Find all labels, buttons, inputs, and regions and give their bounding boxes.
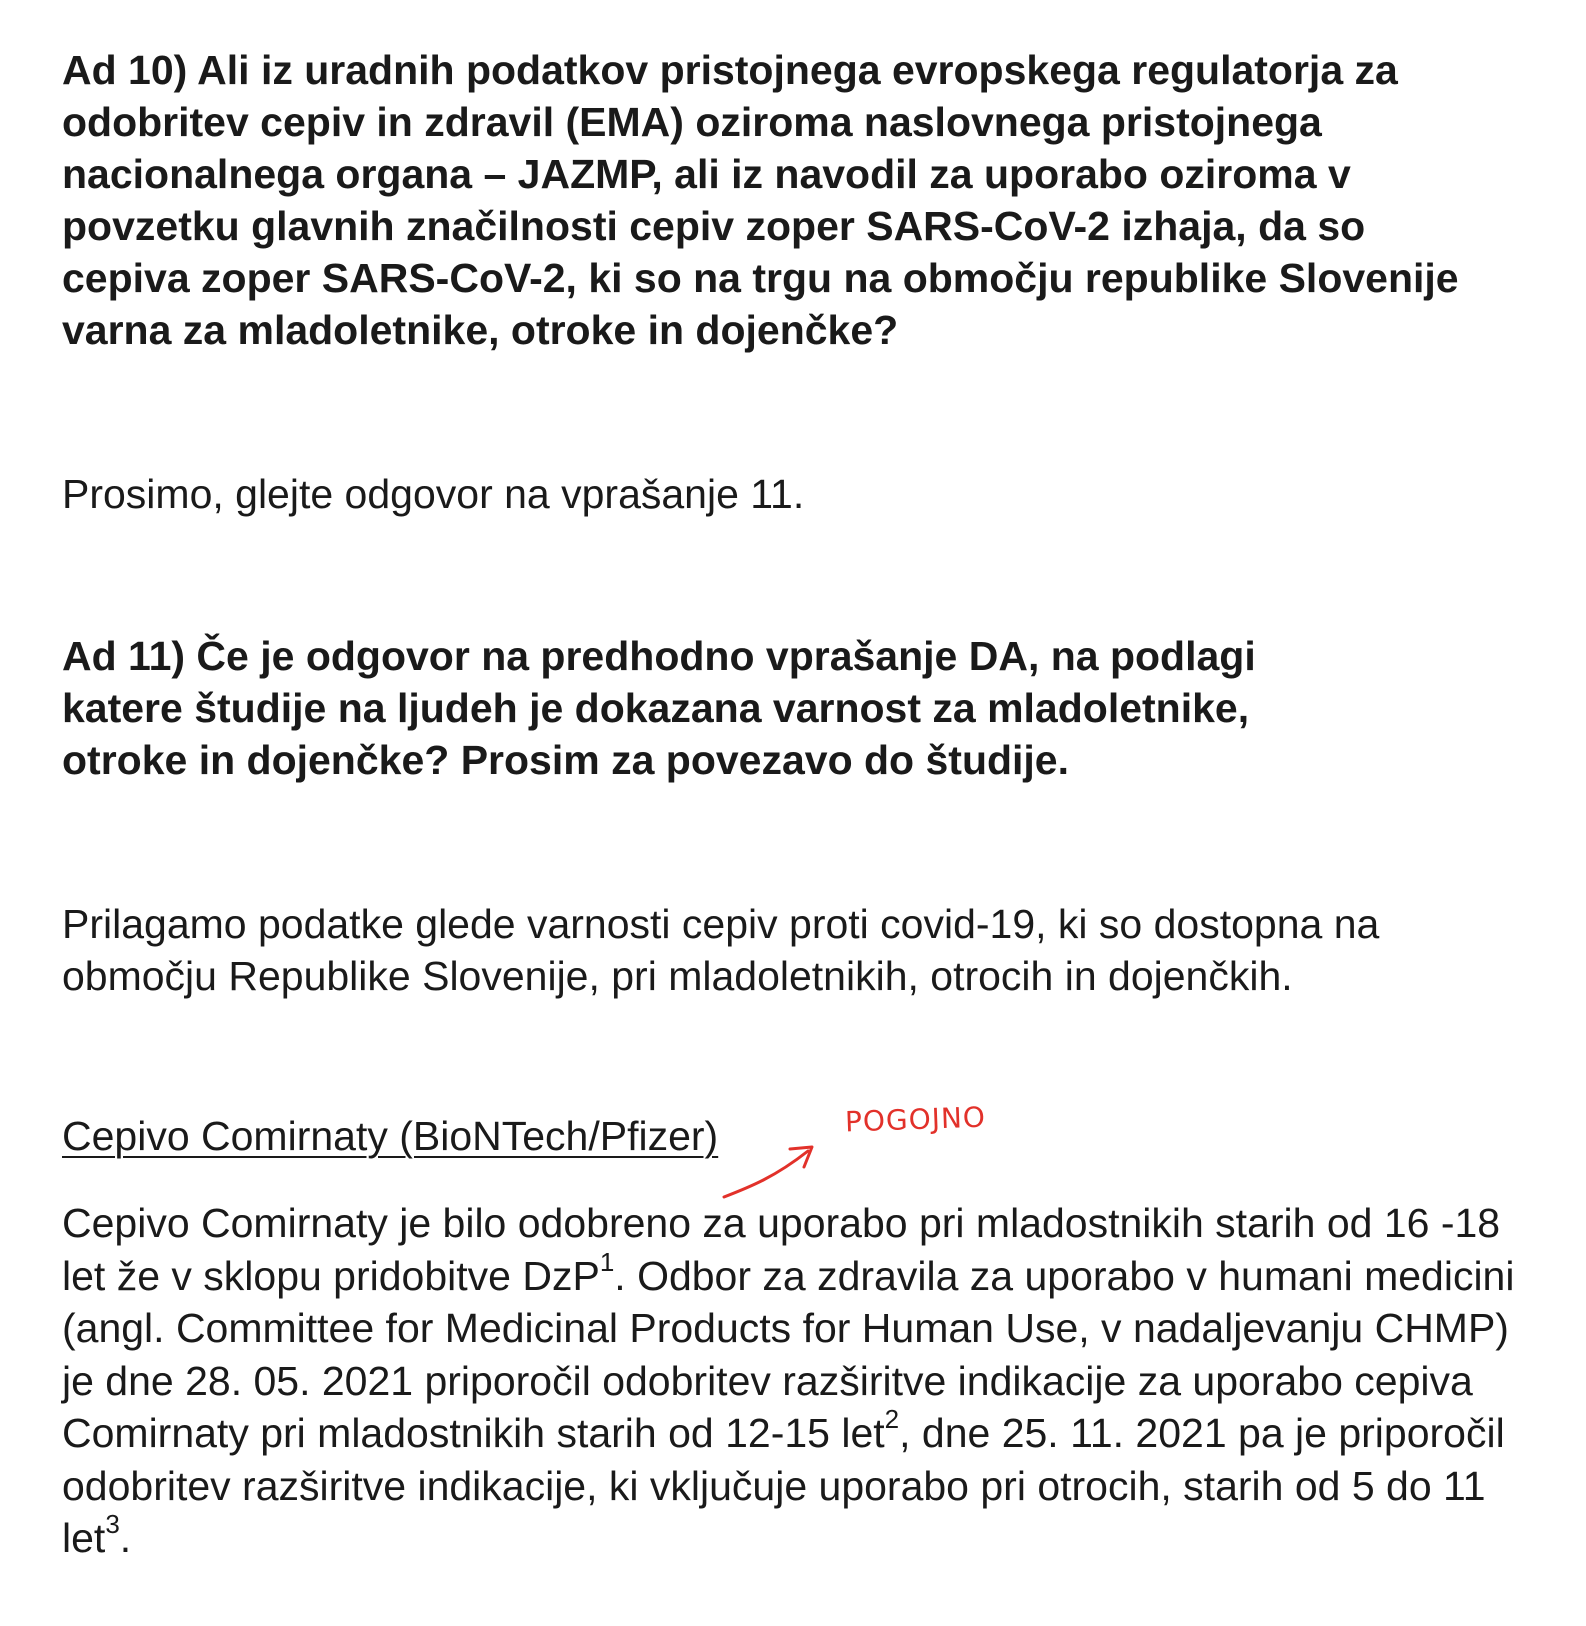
comirnaty-section-title: Cepivo Comirnaty (BioNTech/Pfizer)	[62, 1113, 719, 1159]
handwritten-annotation: POGOJNO	[844, 1100, 987, 1139]
comirnaty-text-part-3: , dne 25. 11. 2021 pa je priporočil odobritev razširitve indikacije, ki vključuje uporabo pri otrocih, starih od 5 do 11 let	[62, 1410, 1505, 1561]
footnote-ref-3: 3	[105, 1509, 120, 1540]
question-11: Ad 11) Če je odgovor na predhodno vprašanje DA, na podlagi katere študije na ljudeh je dokazana varnost za mladoletnike, otroke in dojenčke? Prosim za povezavo do študije.	[62, 633, 1256, 783]
comirnaty-text-part-2: . Odbor za zdravila za uporabo v humani medicini (angl. Committee for Medicinal Products for Human Use, v nadaljevanju CHMP) je dne 28. 05. 2021 priporočil odobritev razširitve indikacije za uporabo cepiva Comirnaty pri mladostnikih starih od 12-15 let	[62, 1252, 1515, 1456]
answer-10: Prosimo, glejte odgovor na vprašanje 11.	[62, 471, 805, 517]
handwritten-arrow-icon	[720, 1135, 840, 1205]
comirnaty-paragraph	[62, 1197, 1532, 1565]
question-10: Ad 10) Ali iz uradnih podatkov pristojnega evropskega regulatorja za odobritev cepiv in zdravil (EMA) oziroma naslovnega pristojnega nacionalnega organa – JAZMP, ali iz navodil za uporabo oziroma v povzetku glavnih značilnosti cepiv zoper SARS-CoV-2 izhaja, da so cepiva zoper SARS-CoV-2, ki so na trgu na območju republike Slovenije varna za mladoletnike, otroke in dojenčke?	[62, 47, 1459, 353]
footnote-ref-2: 2	[884, 1404, 900, 1435]
comirnaty-text-part-4: .	[119, 1515, 132, 1561]
answer-11: Prilagamo podatke glede varnosti cepiv proti covid-19, ki so dostopna na območju Republike Slovenije, pri mladoletnikih, otrocih in dojenčkih.	[62, 901, 1380, 999]
footnote-ref-1: 1	[599, 1246, 615, 1277]
comirnaty-text-part-1: Cepivo Comirnaty je bilo odobreno za uporabo pri mladostnikih starih od 16 -18 let že v sklopu pridobitve DzP	[62, 1200, 1501, 1299]
